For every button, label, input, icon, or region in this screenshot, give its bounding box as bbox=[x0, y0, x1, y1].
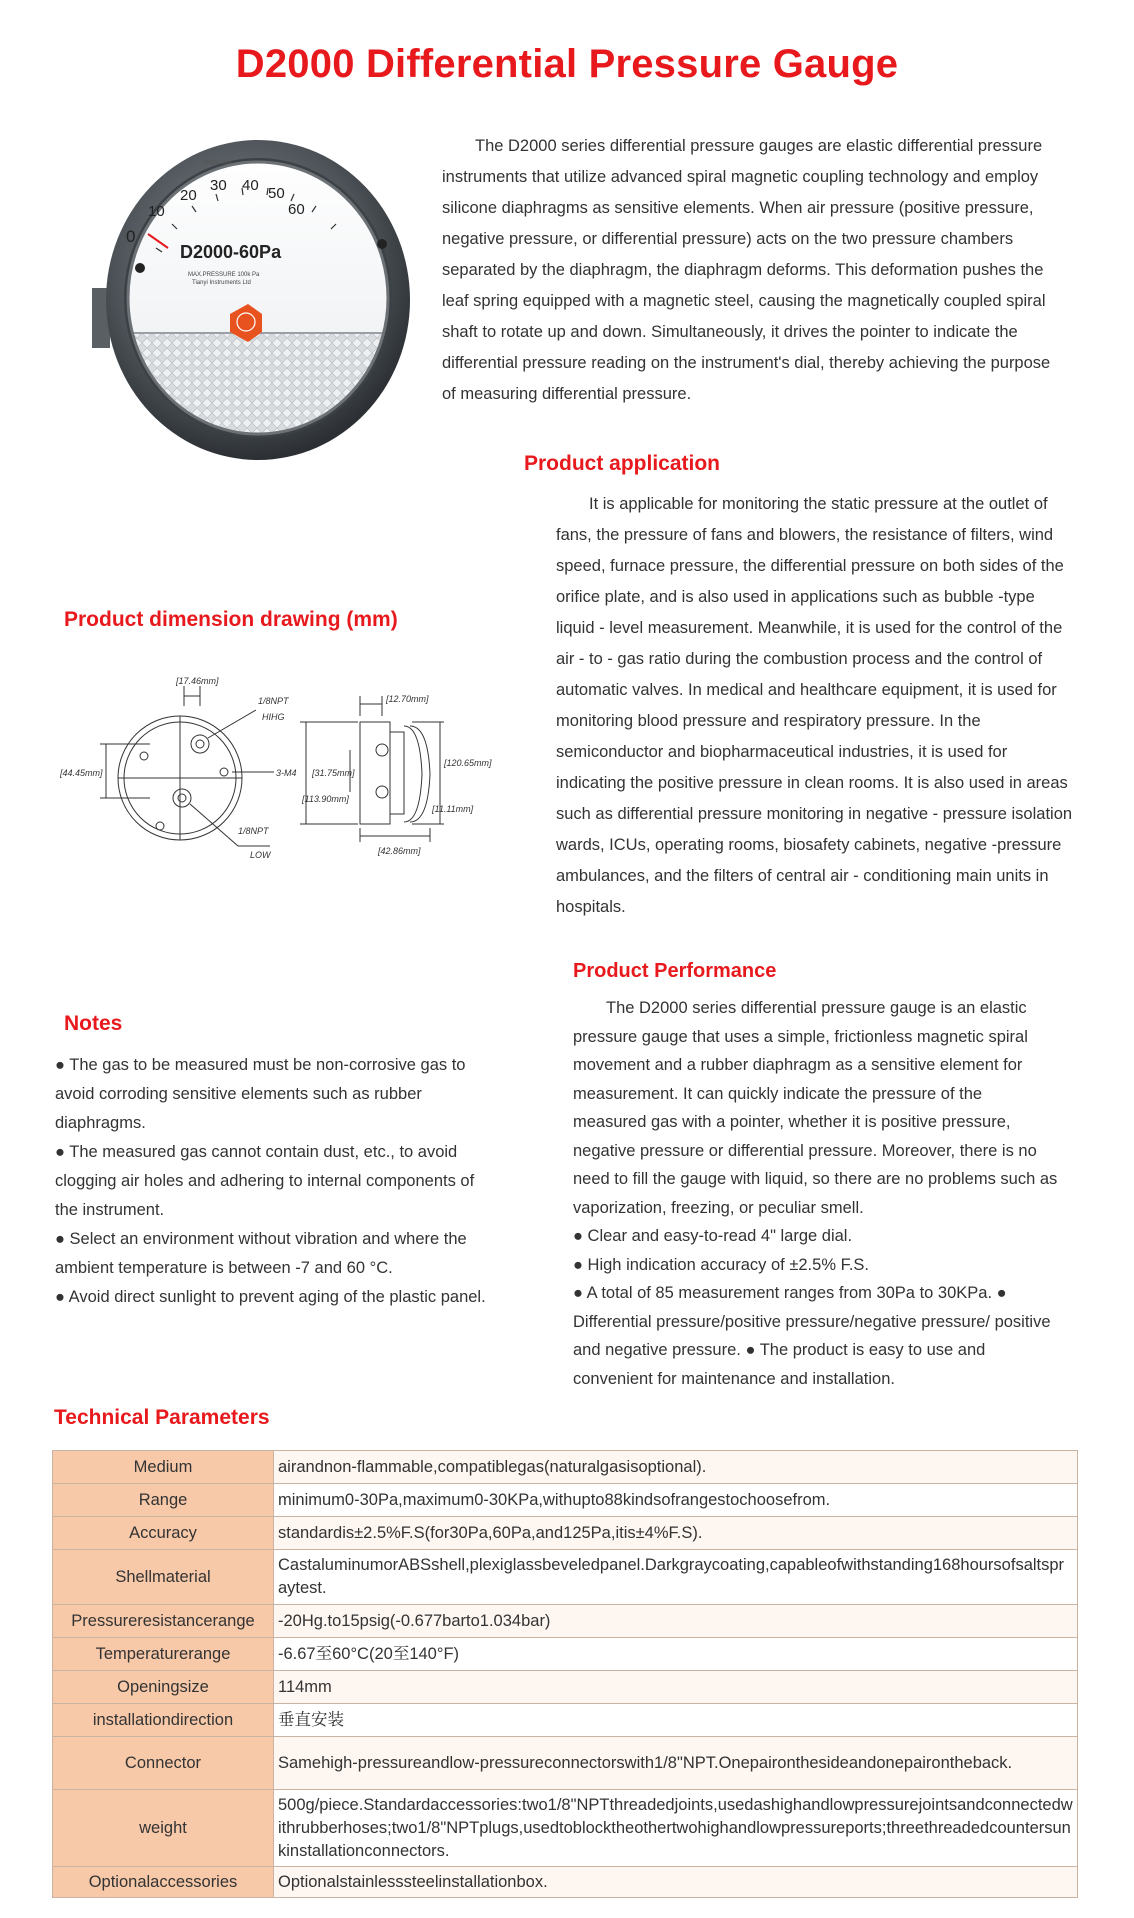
application-paragraph bbox=[556, 489, 1116, 923]
dim-44-45: [44.45mm] bbox=[60, 768, 103, 778]
param-value: minimum0-30Pa,maximum0-30KPa,withupto88kindsofrangestochoosefrom. bbox=[274, 1484, 1078, 1517]
intro-line: instruments that utilize advanced spiral magnetic coupling technology and employ bbox=[442, 168, 1039, 186]
intro-line: leaf spring equipped with a magnetic steel, causing the magnetically coupled spiral bbox=[442, 292, 1046, 310]
param-key: Range bbox=[53, 1484, 274, 1517]
gauge-max-pressure: MAX.PRESSURE 100k Pa bbox=[188, 272, 260, 278]
dimension-drawing bbox=[60, 666, 540, 886]
application-line: hospitals. bbox=[556, 898, 626, 916]
intro-line: differential pressure reading on the instrument's dial, thereby achieving the purpose bbox=[442, 354, 1051, 372]
dim-high-label: HIHG bbox=[262, 712, 285, 722]
param-value: 500g/piece.Standardaccessories:two1/8"NPTthreadedjoints,usedashighandlowpressurejointsandconnectedwithrubberhoses;two1/8"NPTplugs,usedtoblocktheothertwohighandlowpressureports;threethreadedcountersunkinstallationconnectors. bbox=[274, 1790, 1078, 1867]
notes-list bbox=[55, 1051, 525, 1312]
performance-line: negative pressure or differential pressure. Moreover, there is no bbox=[573, 1141, 1037, 1160]
performance-line: The D2000 series differential pressure gauge is an elastic bbox=[606, 999, 1027, 1017]
application-heading: Product application bbox=[524, 452, 721, 475]
notes-line: clogging air holes and adhering to internal components of bbox=[55, 1172, 475, 1190]
table-row bbox=[53, 1704, 1078, 1737]
dim-17-46: [17.46mm] bbox=[176, 676, 219, 686]
notes-line: avoid corroding sensitive elements such as rubber bbox=[55, 1085, 422, 1103]
param-value: Optionalstainlesssteelinstallationbox. bbox=[274, 1867, 1078, 1898]
param-key: Medium bbox=[53, 1451, 274, 1484]
intro-line: The D2000 series differential pressure gauges are elastic differential pressure bbox=[475, 137, 1043, 155]
application-line: orifice plate, and is also used in applications such as bubble -type bbox=[556, 588, 1035, 606]
performance-line: Differential pressure/positive pressure/negative pressure/ positive bbox=[573, 1312, 1051, 1331]
dim-3-m4: 3-M4 bbox=[276, 768, 297, 778]
table-row bbox=[53, 1671, 1078, 1704]
gauge-scale-40: 40 bbox=[242, 177, 259, 194]
application-line: monitoring blood pressure and respiratory pressure. In the bbox=[556, 712, 981, 730]
performance-line: pressure gauge that uses a simple, frictionless magnetic spiral bbox=[573, 1027, 1028, 1046]
param-value: -6.67至60°C(20至140°F) bbox=[274, 1638, 1078, 1671]
application-line: liquid - level measurement. Meanwhile, it is used for the control of the bbox=[556, 619, 1063, 637]
technical-parameters-table bbox=[52, 1450, 1078, 1898]
performance-line: need to fill the gauge with liquid, so there are no problems such as bbox=[573, 1170, 1058, 1188]
performance-paragraph bbox=[573, 994, 1093, 1393]
application-line: ambulances, and the filters of central air - conditioning main units in bbox=[556, 867, 1049, 885]
performance-line: vaporization, freezing, or peculiar smell. bbox=[573, 1198, 864, 1217]
performance-line: ● A total of 85 measurement ranges from 30Pa to 30KPa. ● bbox=[573, 1284, 1007, 1302]
dim-npt-high: 1/8NPT bbox=[258, 696, 289, 706]
page-title: D2000 Differential Pressure Gauge bbox=[235, 42, 899, 86]
table-row bbox=[53, 1790, 1078, 1867]
table-row bbox=[53, 1517, 1078, 1550]
table-row bbox=[53, 1484, 1078, 1517]
gauge-model: D2000-60Pa bbox=[180, 242, 282, 262]
dim-npt-low: 1/8NPT bbox=[238, 826, 269, 836]
gauge-scale-10: 10 bbox=[148, 203, 165, 220]
application-line: fans, the pressure of fans and blowers, the resistance of filters, wind bbox=[556, 526, 1054, 544]
performance-line: measurement. It can quickly indicate the pressure of the bbox=[573, 1084, 983, 1103]
table-row bbox=[53, 1451, 1078, 1484]
application-line: wards, ICUs, operating rooms, biosafety cabinets, negative -pressure bbox=[556, 836, 1062, 854]
gauge-scale-50: 50 bbox=[268, 185, 285, 202]
dim-11-11: [11.11mm] bbox=[432, 804, 474, 814]
performance-line: ● High indication accuracy of ±2.5% F.S. bbox=[573, 1255, 869, 1274]
param-value: 114mm bbox=[274, 1671, 1078, 1704]
notes-line: ambient temperature is between -7 and 60 °C. bbox=[55, 1259, 393, 1277]
application-line: automatic valves. In medical and healthcare equipment, it is used for bbox=[556, 681, 1057, 699]
intro-line: negative pressure, or differential pressure) acts on the two pressure chambers bbox=[442, 230, 1014, 248]
param-key: Optionalaccessories bbox=[53, 1867, 274, 1898]
gauge-scale-20: 20 bbox=[180, 187, 197, 204]
intro-line: silicone diaphragms as sensitive elements. When air pressure (positive pressure, bbox=[442, 199, 1034, 217]
notes-line: ● Avoid direct sunlight to prevent aging of the plastic panel. bbox=[55, 1288, 486, 1306]
intro-line: shaft to rotate up and down. Simultaneously, it drives the pointer to indicate the bbox=[442, 323, 1018, 341]
param-value: airandnon-flammable,compatiblegas(naturalgasisoptional). bbox=[274, 1451, 1078, 1484]
performance-line: measured gas with a pointer, whether it is positive pressure, bbox=[573, 1113, 1011, 1131]
param-value: CastaluminumorABSshell,plexiglassbeveledpanel.Darkgraycoating,capableofwithstanding168hoursofsaltspraytest. bbox=[274, 1550, 1078, 1605]
gauge-brand: pascals bbox=[204, 157, 232, 166]
performance-line: ● Clear and easy-to-read 4" large dial. bbox=[573, 1227, 853, 1245]
param-key: Accuracy bbox=[53, 1517, 274, 1550]
table-row bbox=[53, 1867, 1078, 1898]
param-key: Pressureresistancerange bbox=[53, 1605, 274, 1638]
application-line: semiconductor and biopharmaceutical industries, it is used for bbox=[556, 743, 1008, 761]
gauge-scale-30: 30 bbox=[210, 177, 227, 194]
intro-line: of measuring differential pressure. bbox=[442, 385, 692, 403]
application-line: It is applicable for monitoring the static pressure at the outlet of bbox=[589, 495, 1048, 513]
param-key: Connector bbox=[53, 1737, 274, 1790]
notes-line: diaphragms. bbox=[55, 1114, 146, 1132]
gauge-scale-0: 0 bbox=[126, 227, 136, 246]
intro-line: separated by the diaphragm, the diaphragm deforms. This deformation pushes the bbox=[442, 261, 1044, 279]
param-key: installationdirection bbox=[53, 1704, 274, 1737]
notes-line: ● The measured gas cannot contain dust, etc., to avoid bbox=[55, 1143, 458, 1161]
application-line: air - to - gas ratio during the combustion process and the control of bbox=[556, 650, 1043, 668]
param-key: Shellmaterial bbox=[53, 1550, 274, 1605]
gauge-maker: Tianyi Instruments Ltd bbox=[192, 280, 251, 286]
table-row bbox=[53, 1737, 1078, 1790]
performance-line: convenient for maintenance and installation. bbox=[573, 1369, 895, 1388]
param-key: Openingsize bbox=[53, 1671, 274, 1704]
table-row bbox=[53, 1638, 1078, 1671]
param-key: weight bbox=[53, 1790, 274, 1867]
gauge-scale-60: 60 bbox=[288, 201, 305, 218]
notes-heading: Notes bbox=[64, 1012, 123, 1035]
param-value: standardis±2.5%F.S(for30Pa,60Pa,and125Pa,itis±4%F.S). bbox=[274, 1517, 1078, 1550]
table-row bbox=[53, 1605, 1078, 1638]
dim-31-75: [31.75mm] bbox=[312, 768, 355, 778]
application-line: such as differential pressure monitoring in negative - pressure isolation bbox=[556, 805, 1073, 823]
dim-113-90: [113.90mm] bbox=[302, 794, 349, 804]
dimension-heading: Product dimension drawing (mm) bbox=[64, 608, 398, 631]
table-row bbox=[53, 1550, 1078, 1605]
performance-line: and negative pressure. ● The product is easy to use and bbox=[573, 1341, 986, 1359]
param-value: Samehigh-pressureandlow-pressureconnectorswith1/8"NPT.Onepaironthesideandonepairontheback. bbox=[274, 1737, 1078, 1790]
performance-heading: Product Performance bbox=[573, 960, 777, 982]
notes-line: the instrument. bbox=[55, 1201, 165, 1219]
notes-line: ● Select an environment without vibration and where the bbox=[55, 1230, 467, 1248]
dim-42-86: [42.86mm] bbox=[378, 846, 421, 856]
dim-12-70: [12.70mm] bbox=[386, 694, 429, 704]
param-value: 垂直安装 bbox=[274, 1704, 1078, 1737]
application-line: speed, furnace pressure, the differential pressure on both sides of the bbox=[556, 557, 1064, 575]
technical-heading: Technical Parameters bbox=[54, 1406, 270, 1429]
performance-line: movement and a rubber diaphragm as a sensitive element for bbox=[573, 1056, 1023, 1074]
param-value: -20Hg.to15psig(-0.677barto1.034bar) bbox=[274, 1605, 1078, 1638]
notes-line: ● The gas to be measured must be non-corrosive gas to bbox=[55, 1056, 466, 1074]
intro-paragraph bbox=[442, 131, 1102, 410]
param-key: Temperaturerange bbox=[53, 1638, 274, 1671]
dim-120-65: [120.65mm] bbox=[444, 758, 492, 768]
gauge-product-image bbox=[92, 128, 412, 472]
dim-low-label: LOW bbox=[250, 850, 271, 860]
application-line: indicating the positive pressure in clean rooms. It is also used in areas bbox=[556, 774, 1068, 792]
